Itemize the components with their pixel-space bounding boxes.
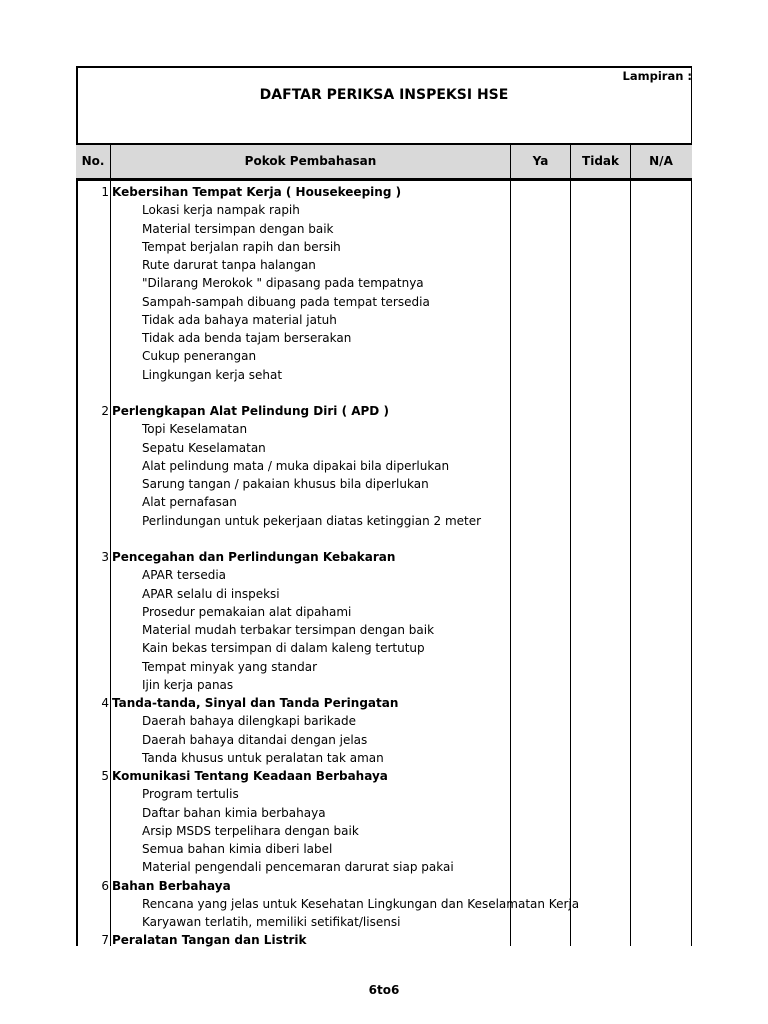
checklist-item-text: Program tertulis [142, 787, 239, 802]
blank-row [76, 530, 692, 548]
checklist-item-text: Rute darurat tanpa halangan [142, 258, 316, 272]
checklist-item-text: Daerah bahaya ditandai dengan jelas [142, 732, 368, 747]
page-title: DAFTAR PERIKSA INSPEKSI HSE [259, 87, 509, 103]
column-header-ya: Ya [532, 154, 549, 168]
section-number: 3 [101, 550, 109, 564]
section-row [76, 877, 692, 895]
checklist-item-text: Alat pelindung mata / muka dipakai bila diperlukan [142, 458, 450, 473]
checklist-sheet [76, 66, 692, 946]
section-title: Kebersihan Tempat Kerja ( Housekeeping ) [112, 185, 402, 199]
checklist-item-row [76, 238, 692, 256]
checklist-item-text: APAR tersedia [142, 568, 226, 583]
checklist-item-row [76, 293, 692, 311]
checklist-item-row [76, 512, 692, 530]
checklist-item-row [76, 347, 692, 365]
checklist-item-text: Lokasi kerja nampak rapih [142, 203, 300, 218]
section-title: Tanda-tanda, Sinyal dan Tanda Peringatan [112, 696, 399, 710]
checklist-item-row [76, 493, 692, 511]
checklist-item-row [76, 311, 692, 329]
section-title: Pencegahan dan Perlindungan Kebakaran [112, 550, 396, 564]
checklist-item-text: Daerah bahaya dilengkapi barikade [142, 714, 356, 729]
checklist-item-text: Daftar bahan kimia berbahaya [142, 805, 326, 820]
checklist-item-text: Tanda khusus untuk peralatan tak aman [142, 750, 384, 765]
checklist-item-text: Alat pernafasan [142, 495, 237, 510]
checklist-item-row [76, 220, 692, 238]
checklist-item-text: Sampah-sampah dibuang pada tempat tersedia [142, 294, 430, 309]
section-number: 2 [101, 404, 109, 418]
checklist-item-row [76, 457, 692, 475]
checklist-item-row [76, 731, 692, 749]
checklist-item-text: "Dilarang Merokok " dipasang pada tempatnya [142, 276, 424, 291]
checklist-item-text: Rencana yang jelas untuk Kesehatan Lingkungan dan Keselamatan Kerja [142, 896, 580, 911]
section-title: Peralatan Tangan dan Listrik [112, 933, 307, 948]
checklist-item-text: Material tersimpan dengan baik [142, 221, 334, 236]
section-number: 7 [101, 933, 109, 948]
page-footer: 6to6 [368, 983, 400, 997]
sheet-top-border [76, 66, 692, 68]
checklist-rows [76, 183, 692, 950]
checklist-item-row [76, 201, 692, 219]
checklist-item-row [76, 913, 692, 931]
lampiran-label: Lampiran : [622, 69, 692, 83]
checklist-item-text: Sepatu Keselamatan [142, 440, 266, 455]
checklist-item-text: Material pengendali pencemaran darurat siap pakai [142, 860, 454, 875]
checklist-item-row [76, 603, 692, 621]
checklist-item-text: Material mudah terbakar tersimpan dengan baik [142, 623, 435, 637]
checklist-item-text: Ijin kerja panas [142, 677, 234, 692]
checklist-item-row [76, 639, 692, 657]
checklist-item-text: Tidak ada benda tajam berserakan [142, 331, 352, 345]
section-title: Perlengkapan Alat Pelindung Diri ( APD ) [112, 404, 389, 418]
section-number: 1 [101, 185, 109, 199]
section-row [76, 767, 692, 785]
checklist-item-text: Topi Keselamatan [142, 422, 248, 437]
section-number: 5 [101, 769, 109, 783]
checklist-item-text: Tidak ada bahaya material jatuh [142, 312, 337, 327]
section-title: Komunikasi Tentang Keadaan Berbahaya [112, 769, 388, 783]
checklist-item-row [76, 895, 692, 913]
section-number: 4 [101, 696, 109, 710]
column-header-pokok-pembahasan: Pokok Pembahasan [244, 154, 377, 168]
checklist-item-row [76, 566, 692, 584]
checklist-item-row [76, 804, 692, 822]
checklist-item-row [76, 749, 692, 767]
checklist-item-row [76, 858, 692, 876]
checklist-item-text: Tempat minyak yang standar [142, 659, 318, 674]
table-header [76, 143, 692, 181]
checklist-item-row [76, 676, 692, 694]
column-header-tidak: Tidak [582, 154, 619, 168]
section-row [76, 931, 692, 949]
section-number: 6 [101, 878, 109, 893]
blank-row [76, 384, 692, 402]
section-row [76, 402, 692, 420]
checklist-item-row [76, 585, 692, 603]
checklist-item-row [76, 785, 692, 803]
checklist-item-row [76, 256, 692, 274]
checklist-item-row [76, 621, 692, 639]
checklist-item-row [76, 475, 692, 493]
checklist-item-row [76, 840, 692, 858]
checklist-item-row [76, 274, 692, 292]
checklist-item-text: Lingkungan kerja sehat [142, 367, 283, 382]
checklist-item-row [76, 329, 692, 347]
checklist-item-text: Sarung tangan / pakaian khusus bila diperlukan [142, 477, 429, 491]
section-title: Bahan Berbahaya [112, 878, 231, 893]
checklist-item-row [76, 658, 692, 676]
column-header-no: No. [81, 154, 105, 168]
column-header-na: N/A [649, 154, 673, 168]
checklist-item-text: Tempat berjalan rapih dan bersih [142, 239, 341, 254]
checklist-item-text: APAR selalu di inspeksi [142, 586, 280, 601]
checklist-item-text: Cukup penerangan [142, 349, 257, 364]
checklist-item-text: Arsip MSDS terpelihara dengan baik [142, 823, 359, 838]
checklist-item-row [76, 712, 692, 730]
checklist-item-text: Prosedur pemakaian alat dipahami [142, 604, 352, 619]
section-row [76, 183, 692, 201]
section-row [76, 548, 692, 566]
checklist-item-text: Semua bahan kimia diberi label [142, 842, 333, 856]
checklist-item-text: Perlindungan untuk pekerjaan diatas ketinggian 2 meter [142, 513, 482, 528]
section-row [76, 694, 692, 712]
checklist-item-text: Karyawan terlatih, memiliki setifikat/lisensi [142, 915, 401, 929]
checklist-item-text: Kain bekas tersimpan di dalam kaleng tertutup [142, 641, 425, 656]
checklist-item-row [76, 366, 692, 384]
checklist-item-row [76, 420, 692, 438]
checklist-item-row [76, 439, 692, 457]
checklist-item-row [76, 822, 692, 840]
